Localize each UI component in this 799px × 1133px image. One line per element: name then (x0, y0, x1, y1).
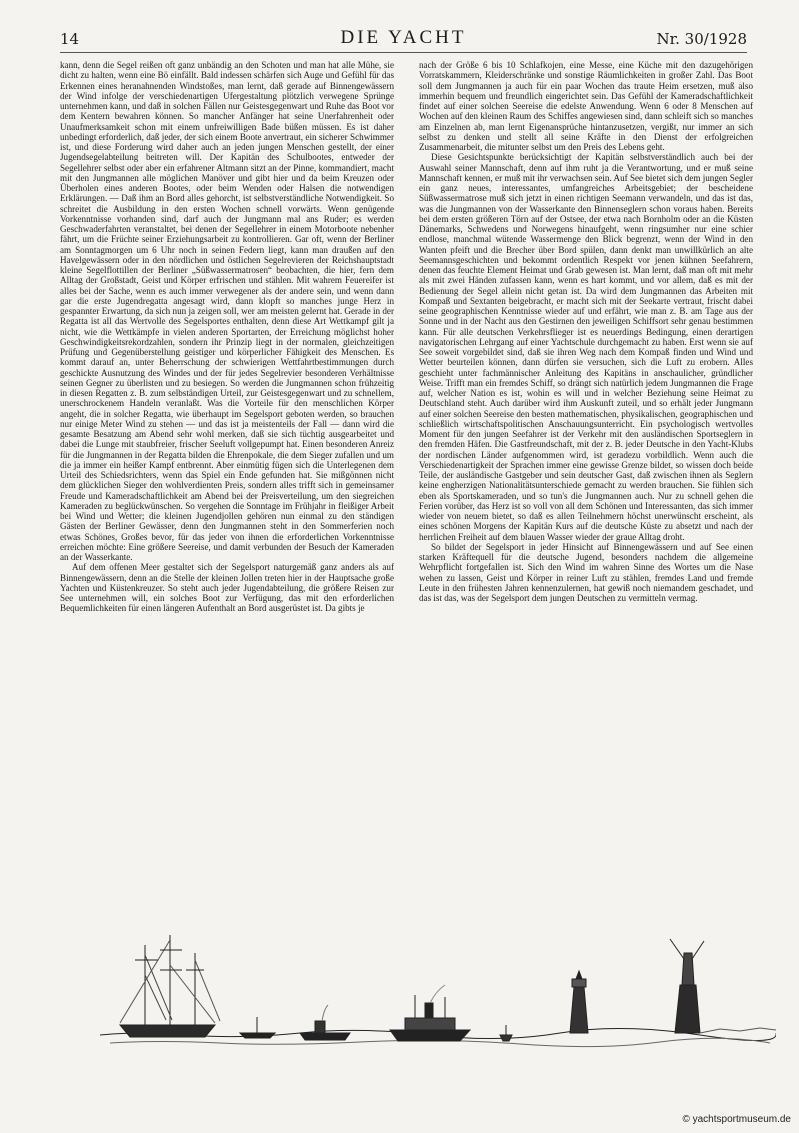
article-column-right (419, 60, 753, 603)
paragraph: Auf dem offenen Meer gestaltet sich der Segelsport naturgemäß ganz anders als auf Binnengewässern, denn an die Stelle der kleinen Jollen treten hier in der Hauptsache große Yachten und Küstenkreuzer. So steht auch jeder Jugendabteilung, die größere Reisen zur See unternehmen will, ein solches Boot zur Verfügung, das mit den erforderlichen Bequemlichkeiten für einen längeren Aufenthalt an Bord ausgerüstet ist. Da gibts je (60, 562, 394, 614)
article-column-left (60, 60, 394, 614)
lighthouse-icon (570, 971, 588, 1033)
copyright-credit: © yachtsportmuseum.de (682, 1114, 791, 1125)
paragraph: So bildet der Segelsport in jeder Hinsicht auf Binnengewässern und auf See einen starken Kräftequell für die deutsche Jugend, besonders nachdem die allgemeine Wehrpflicht fortgefallen ist. Sich den Wind im wahren Sinne des Wortes um die Nase wehen zu lassen, Geist und Körper in reiner Luft zu stählen, fremdes Land und fremde Leute in den frühesten Jahren kennenzulernen, hat gewiß noch niemandem geschadet, und das ist das, was der Segelsport dem jungen Deutschen zu vermitteln vermag. (419, 541, 753, 603)
issue-number: Nr. 30/1928 (656, 30, 747, 48)
buoy-icon (500, 1025, 512, 1041)
statue-icon (670, 939, 704, 1033)
sailing-ship-icon (120, 935, 220, 1037)
paragraph: Diese Gesichtspunkte berücksichtigt der Kapitän selbstverständlich auch bei der Auswahl seiner Mannschaft, denn auf ihm ruht ja die Verantwortung, und er muß seine Mannschaft kennen, er muß mit ihr verwachsen sein. Auf See bietet sich dem jungen Segler ein ganz neues, interessantes, umfangreiches Arbeitsgebiet; der bescheidene Süßwassermatrose muß sich jetzt in einen richtigen Seemann verwandeln, und das ist das, was die Jungmannen von der Wasserkante den Binnenseglern schon voraus haben. Bereits bei dem ersten größeren Törn auf der Ostsee, der etwa nach Bornholm oder an die Küsten Dänemarks, Schwedens und Norwegens hinaufgeht, wenn ringsumher nur eine schier endlose, manchmal wütende Wassermenge den Blick begrenzt, wenn der Wind in den Wanten pfeift und die Brecher über Bord spülen, dann denkt man unwillkürlich an alte Seemannsgeschichten und bekommt ordentlich Respekt vor jenen kühnen Seefahrern, denen das feuchte Element Heimat und Grab gewesen ist. Man lernt, daß man oft mit mehr als mit zwei Händen zufassen kann, wenn es hart kommt, und vor allem, daß es mit der Bedienung der Segel allein nicht getan ist. Da wird dem Jungmannen das Arbeiten mit Kompaß und Sextanten beigebracht, er macht sich mit der Seekarte vertraut, frischt dabei seine geographischen Kenntnisse wieder auf und erfährt, wie man z. B. am Tage aus der Sonne und in der Nacht aus den Gestirnen den jeweiligen Schiffsort sehr genau bestimmen kann. Für alle deutschen Verkehrsflieger ist es neuerdings Bedingung, einen derartigen navigatorischen Lehrgang auf einer Yachtschule durchgemacht zu haben. Erst wenn sie auf See soweit vorgebildet sind, daß sie ihren Weg nach dem Kompaß finden und Wind und Wetter beurteilen können, dann dürfen sie versuchen, sich die Luft zu erobern. Alles geschieht unter fachmännischer Anleitung des Kapitäns in anschaulicher, gründlicher Weise. Trifft man ein fremdes Schiff, so drängt sich natürlich jedem Jungmannen die Frage auf, welcher Nation es ist, wohin es will und in welcher Beziehung seine Heimat zu Deutschland steht. Auch darüber wird ihm Auskunft zuteil, und so erhält jeder Jungmann auf einer solchen Seereise den besten mathematischen, physikalischen, geographischen und schließlich wirtschaftspolitischen Anschauungsunterricht. Ein psychologisch wertvolles Moment für den jungen Seefahrer ist der Verkehr mit den ausländischen Sportseglern in den fremden Häfen. Die Gastfreundschaft, mit der z. B. jeder Deutsche in den Yacht-Klubs der nordischen Länder aufgenommen wird, ist geradezu vorbildlich. Wenn auch die Verschiedenartigkeit der Sprachen immer eine gewisse Grenze bildet, so wissen doch beide Teile, der ausländische Gastgeber und sein deutscher Gast, daß zwischen ihnen als Seglern keine engherzigen Nationalitätsunterschiede gemacht zu werden brauchen. Sie fühlen sich eben als Sportskameraden, und so tun's die Jungmannen auch. Nur zu schnell gehen die Ferien vorüber, das Herz ist so voll von all dem Schönen und Interessanten, das sich immer wieder von neuem bietet, so daß es allen Teilnehmern höchst unerwünscht erscheint, als eines schönen Morgens der Kapitän Kurs auf die deutsche Küste zu absetzt und nach der herrlichen Freiheit auf dem blauen Wasser wieder der graue Alltag droht. (419, 152, 753, 542)
steamer-icon (390, 985, 470, 1041)
magazine-title: DIE YACHT (340, 27, 467, 48)
coastline (700, 1028, 776, 1033)
tugboat-icon (300, 1005, 350, 1040)
rowboat-icon (240, 1017, 275, 1038)
paragraph: kann, denn die Segel reißen oft ganz unbändig an den Schoten und man hat alle Mühe, sie dicht zu halten, wenn eine Bö einfällt. Bald indessen schärfen sich Auge und Gefühl für das Erkennen eines heranahnenden Windstoßes, man lernt, daß gerade auf Binnengewässern der Wind infolge der verschiedenartigen Ufergestaltung plötzlich verwegene Sprünge unternehmen kann, und daß in solchen Fällen nur Geistesgegenwart und Ruhe das Boot vor dem Kentern bewahren können. So mancher Anfänger hat seine Unerfahrenheit oder Unaufmerksamkeit schon mit einem unfreiwilligen Bade büßen müssen. Es ist daher unbedingt erforderlich, daß jeder, der sich einem Boote anvertraut, ein sicherer Schwimmer ist, und diese Forderung wird daher auch an jeden jungen Menschen gestellt, der einer Jugendsegelabteilung beitreten will. Der Kapitän des Schulbootes, entweder der Segellehrer selbst oder aber ein erfahrener Altmann sitzt an der Pinne, kommandiert, macht mit den Jungmannen alle möglichen Manöver und gibt hier und da beim Kreuzen oder Überholen eines anderen Bootes, oder beim Wenden oder Halsen die notwendigen Erklärungen. — Daß ihm an Bord alles gehorcht, ist selbstverständliche Notwendigkeit. So schreitet die Ausbildung in den ersten Wochen schnell vorwärts. Wenn genügende Vorkenntnisse vorhanden sind, darf auch der Jungmann mal ans Ruder; es werden Geschwaderfahrten veranstaltet, bei denen der Segellehrer in einem Motorboote nebenher fährt, um die Früchte seiner Erziehungsarbeit zu kontrollieren. Gar oft, wenn der Berliner am Sonntagmorgen um 6 Uhr noch in seinen Federn liegt, kann man draußen auf den Havelgewässern oder in den nördlichen und östlichen Segelrevieren der Reichshauptstadt kleine Segelflottillen der Berliner „Süßwassermatrosen“ beobachten, die hier, fern dem Alltag der Großstadt, Geist und Körper erfrischen und stählen. Mit wahrem Feuereifer ist alles bei der Sache, wenn es auch immer verwegener als der andere sein, und wenn dann gar die erste Jugendregatta angesagt wird, dann klopft so manches junge Herz in gespannter Erwartung, da sich nun ja zeigen soll, wer am meisten gelernt hat. Gerade in der Regatta ist all das Wertvolle des Segelsportes enthalten, denn diese Art Wettkampf gilt ja nicht, wie die Wettkämpfe in vielen anderen Sportarten, der Erreichung möglichst hoher Geschwindigkeitsrekordzahlen, sondern ihr Prinzip liegt in der normalen, gleichzeitigen Prüfung und Gegenüberstellung geistiger und körperlicher Fähigkeit des Menschen. Es kommt darauf an, unter Beherrschung der schwierigen Wettfahrtbestimmungen durch geschickte Ausnutzung des Windes und der für jedes Segelrevier besonderen Verhältnisse seinen Gegner zu überlisten und zu besiegen. So werden die Jungmannen schon frühzeitig in diesen Regatten z. B. zum selbständigen Urteil, zur Geistesgegenwart und zu schnellem, unerschrockenem Handeln veranlaßt. Was die Vorteile für den menschlichen Körper angeht, die in solcher Regatta, wie überhaupt im Segelsport geboten werden, so brauchen nur einige Meter Wind zu stehen — und das ist ja meistenteils der Fall — dann wird die gesamte Besatzung am Abend sehr wohl merken, daß sie sich tüchtig ausgearbeitet und dabei die Lunge mit staubfreier, frischer Seeluft vollgepumpt hat. Einen besonderen Anreiz für die Jungmannen in der Regatta bilden die Ehrenpokale, die dem Sieger zufallen und um die ja immer ein heißer Kampf entbrennt. Aber einmütig fügen sich die Unterlegenen dem Urteil des Schiedsrichters, wenn das Spiel ein Ende gefunden hat. Sie mißgönnen nicht dem glücklichen Sieger den wohlverdienten Preis, sondern alles trifft sich in gemeinsamer Freude und Kameradschaftlichkeit am Abend bei der Preisverteilung, um den siegreichen Kameraden zu beglückwünschen. So vergehen die Sonntage im Frühjahr in fleißiger Arbeit bei Wind und Wetter; die kleinen Jugendjollen gehören nun einmal zu den ständigen Gästen der Berliner Gewässer, denn den Jungmannen steht in den Sommerferien noch etwas Schönes, Großes bevor, für das jeder von ihnen die erforderlichen Vorkenntnisse erreichen möchte: Eine größere Seereise, und damit verbunden der Besuch der Kameraden an der Wasserkante. (60, 60, 394, 562)
harbor-illustration (100, 925, 776, 1065)
paragraph: nach der Größe 6 bis 10 Schlafkojen, eine Messe, eine Küche mit den dazugehörigen Vorratskammern, Kleiderschränke und sonstige Räumlichkeiten in großer Zahl. Das Boot soll dem Jungmannen ja auch für ein paar Wochen das traute Heim ersetzen, muß also immerhin bequem und freundlich eingerichtet sein. Das Gefühl der Kameradschaftlichkeit findet auf einer solchen Seereise die edelste Anwendung. Wenn 6 oder 8 Menschen auf Wochen auf den kleinen Raum des Schiffes angewiesen sind, dann schleift sich so manches am Einzelnen ab, man lernt Eigenansprüche hintanzusetzen, vergißt, nur immer an sich selbst zu denken und stellt all seine Kräfte in den Dienst der erfolgreichen Zusammenarbeit, die mitunter selbst um den Preis des Lebens geht. (419, 60, 753, 152)
page-number: 14 (60, 30, 80, 48)
page-header (60, 27, 747, 53)
